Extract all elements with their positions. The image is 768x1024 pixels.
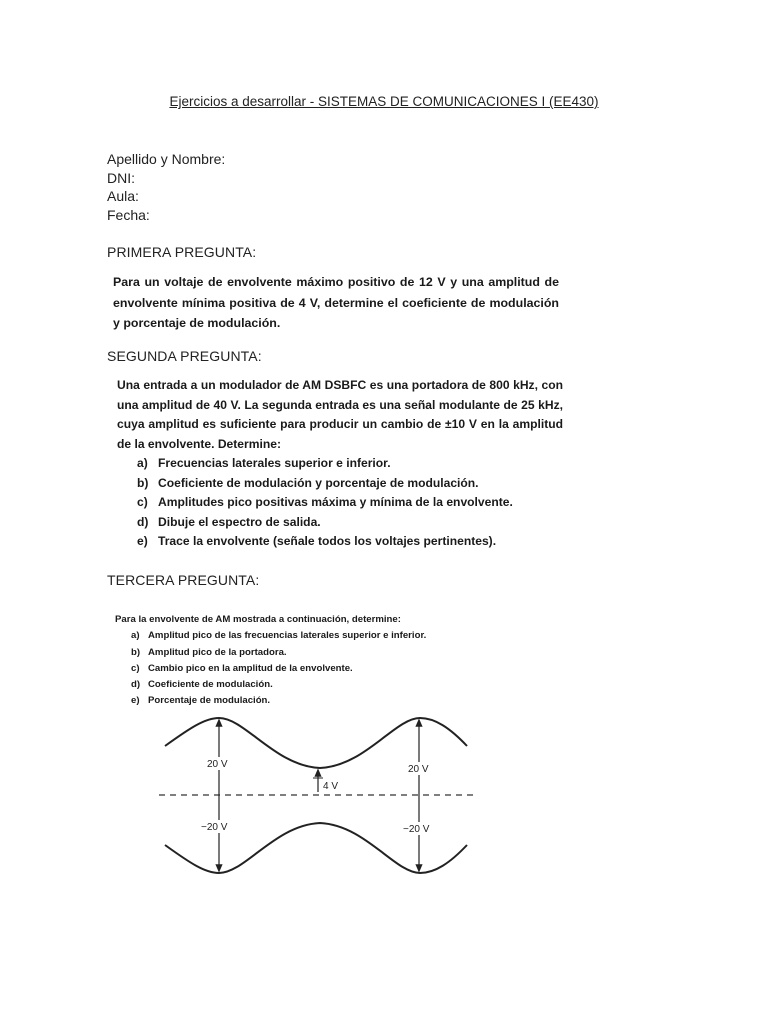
field-fecha-label: Fecha:	[107, 206, 150, 223]
label-top-right: 20 V	[408, 764, 429, 775]
label-top-left: 20 V	[207, 759, 228, 770]
field-dni-label: DNI:	[107, 169, 135, 186]
q3-item	[115, 628, 515, 644]
label-bottom-left: −20 V	[201, 822, 228, 833]
q3-item-letter: b)	[131, 646, 141, 658]
q3-item	[115, 645, 515, 661]
q3-item-text: Coeficiente de modulación.	[148, 679, 273, 691]
q3-item	[115, 677, 515, 693]
q2-items	[117, 454, 563, 552]
q2-item	[117, 532, 563, 552]
q1-heading: PRIMERA PREGUNTA:	[107, 244, 257, 260]
q2-item-letter: e)	[137, 534, 148, 548]
q2-item	[117, 454, 563, 474]
q3-item-text: Cambio pico en la amplitud de la envolvente.	[148, 662, 353, 674]
label-bottom-right: −20 V	[403, 824, 430, 835]
q2-item-letter: b)	[137, 475, 149, 490]
q2-item-letter: c)	[137, 495, 148, 509]
q1-text: Para un voltaje de envolvente máximo positivo de 12 V y una amplitud de envolvente mínima positiva de 4 V, determine el coeficiente de modulación y porcentaje de modulación.	[113, 275, 559, 330]
field-aula-label: Aula:	[107, 188, 139, 204]
q3-intro: Para la envolvente de AM mostrada a continuación, determine:	[115, 614, 401, 625]
q3-item-text: Amplitud pico de la portadora.	[148, 646, 287, 658]
q3-item-letter: e)	[131, 695, 140, 707]
q3-heading: TERCERA PREGUNTA:	[107, 572, 260, 588]
student-info-fields	[107, 150, 225, 224]
q2-item-text: Dibuje el espectro de salida.	[158, 514, 321, 529]
q3-block	[115, 612, 515, 710]
q3-item-letter: d)	[131, 679, 141, 691]
q3-item-text: Amplitud pico de las frecuencias laterales superior e inferior.	[148, 630, 427, 642]
q2-item-text: Frecuencias laterales superior e inferior.	[158, 456, 391, 470]
q2-item-text: Trace la envolvente (señale todos los voltajes pertinentes).	[158, 534, 497, 548]
label-min: 4 V	[323, 781, 339, 792]
q2-block	[117, 376, 563, 552]
document-title: Ejercicios a desarrollar - SISTEMAS DE COMUNICACIONES I (EE430)	[169, 94, 599, 109]
q3-item	[115, 661, 515, 677]
q2-item-letter: d)	[137, 514, 149, 529]
am-envelope-figure	[155, 708, 485, 883]
q2-item-letter: a)	[137, 456, 148, 470]
q2-item-text: Amplitudes pico positivas máxima y mínima de la envolvente.	[158, 495, 513, 509]
q2-item	[117, 513, 563, 533]
field-name-label: Apellido y Nombre:	[107, 151, 226, 167]
q2-text: Una entrada a un modulador de AM DSBFC es una portadora de 800 kHz, con una amplitud de 40 V. La segunda entrada es una señal modulante de 25 kHz, cuya amplitud es suficiente para producir un cambio de ±10 V en la amplitud de la envolvente. Determine:	[117, 378, 563, 451]
q2-heading: SEGUNDA PREGUNTA:	[107, 348, 262, 364]
q2-item-text: Coeficiente de modulación y porcentaje de modulación.	[158, 475, 479, 490]
q3-item-letter: c)	[131, 662, 140, 674]
q2-item	[117, 474, 563, 494]
q2-item	[117, 493, 563, 513]
q3-item-letter: a)	[131, 630, 140, 642]
q3-item-text: Porcentaje de modulación.	[148, 695, 271, 707]
